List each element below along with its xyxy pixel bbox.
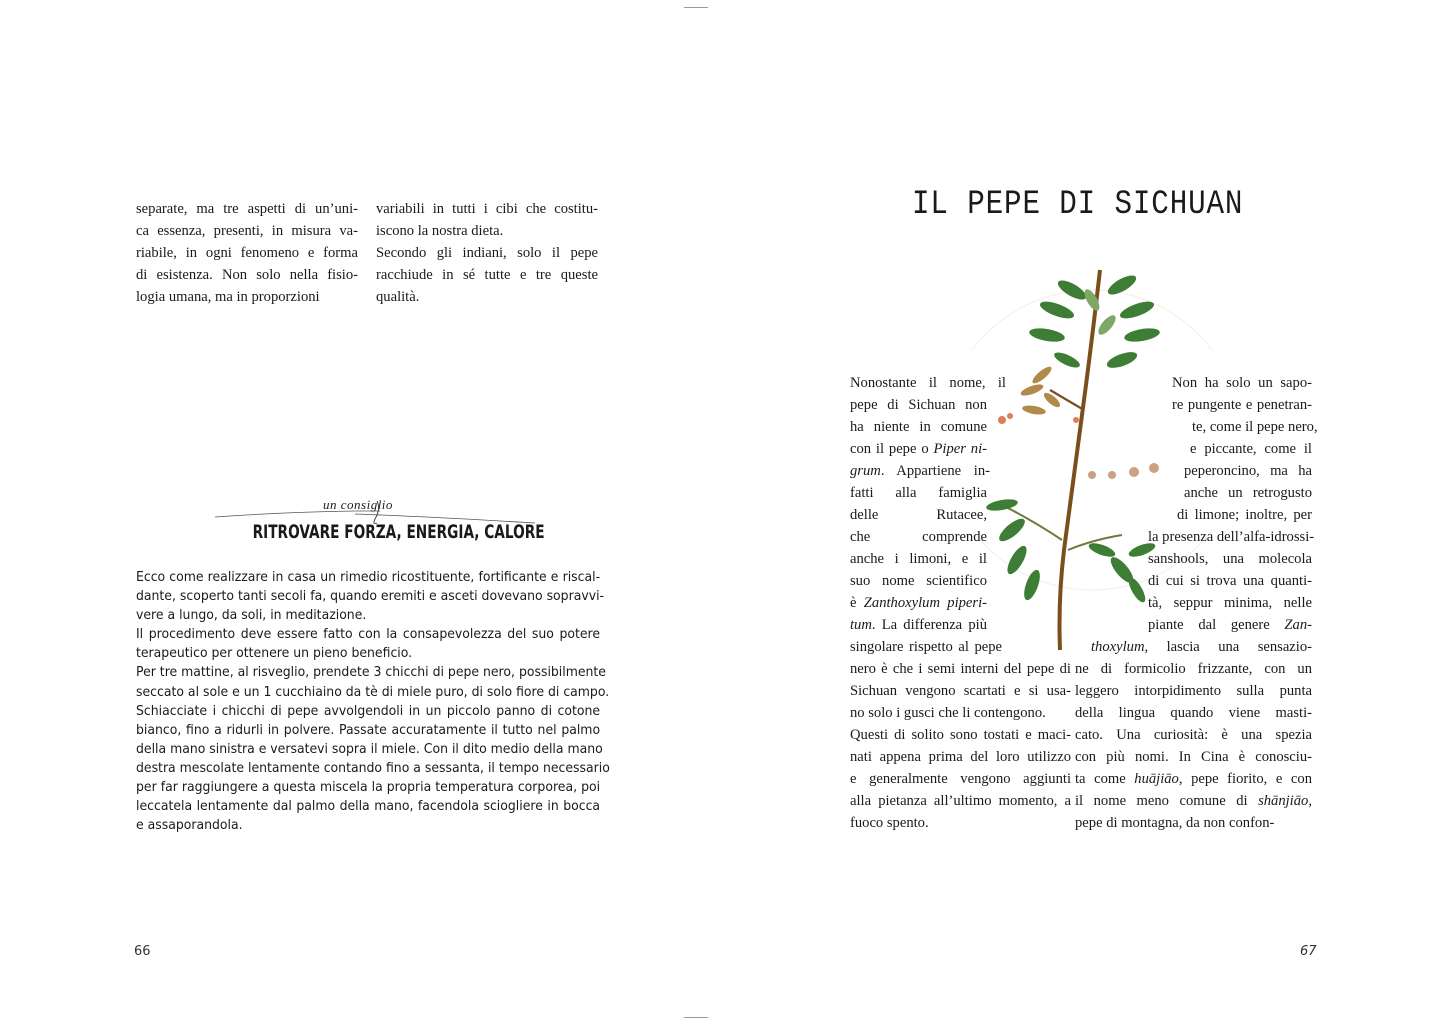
- italic-term: grum: [850, 463, 881, 479]
- text-line: cato. Una curiosità: è una spezia: [1075, 727, 1312, 743]
- text-line: nati appena prima del loro utilizzo: [850, 749, 1071, 765]
- text-line: sanshools, una molecola: [1148, 551, 1312, 567]
- text-line: vere a lungo, da soli, in meditazione.: [136, 608, 367, 624]
- text-line: della mano sinistra e versatevi sopra il miele. Con il dito medio della mano: [136, 741, 603, 757]
- chapter-title: IL PEPE DI SICHUAN: [912, 186, 1244, 224]
- right-page: [722, 0, 1445, 1021]
- text-line: tà, seppur minima, nelle: [1148, 595, 1312, 611]
- text-line: Il procedimento deve essere fatto con la consapevolezza del suo potere: [136, 627, 601, 643]
- text-line: con più nomi. In Cina è conosciu-: [1075, 749, 1312, 765]
- text-line: Nonostante il nome, il: [850, 375, 1006, 391]
- text-line: Ecco come realizzare in casa un rimedio ricostituente, fortificante e riscal-: [136, 570, 601, 585]
- text-line: logia umana, ma in proporzioni: [136, 289, 320, 305]
- text-line: Secondo gli indiani, solo il pepe: [376, 245, 598, 261]
- text-line: seccato al sole e un 1 cucchiaino da tè di miele puro, di solo fiore di campo.: [136, 684, 610, 700]
- text-line: bianco, fino a ridurli in polvere. Passate accuratamente il tutto nel palmo: [136, 722, 601, 738]
- text-line: leccatela lentamente dal palmo della mano, facendola sciogliere in bocca: [136, 799, 601, 815]
- body-column-left: [850, 372, 1071, 834]
- tip-kicker: un consiglio: [323, 497, 393, 512]
- text-line: anche i limoni, e il: [850, 551, 987, 567]
- text-line: qualità.: [376, 289, 420, 305]
- text-line: che comprende: [850, 529, 987, 545]
- tip-title: RITROVARE FORZA, ENERGIA, CALORE: [252, 521, 545, 543]
- text-line: pepe di Sichuan non: [850, 397, 987, 413]
- text-line: Per tre mattine, al risveglio, prendete 3 chicchi di pepe nero, possibilmente: [136, 665, 606, 681]
- text-line: Schiacciate i chicchi di pepe avvolgendoli in un piccolo panno di cotone: [136, 703, 601, 719]
- text-line: delle Rutacee,: [850, 507, 987, 523]
- text-line: ha niente in comune: [850, 419, 987, 435]
- italic-term: Piper ni-: [933, 441, 987, 457]
- text-line: fuoco spento.: [850, 815, 929, 831]
- text-line: suo nome scientifico: [850, 573, 987, 589]
- text-line: singolare rispetto al pepe: [850, 639, 1002, 655]
- text-line: di cui si trova una quanti-: [1148, 573, 1312, 589]
- text-line: alla pietanza all’ultimo momento, a: [850, 793, 1071, 809]
- intro-column-2: [376, 198, 598, 308]
- text-line: la presenza dell’alfa-idrossi-: [1148, 529, 1315, 545]
- text-line: ca essenza, presenti, in misura va-: [136, 223, 358, 239]
- text-line: racchiude in sé tutte e tre queste: [376, 267, 598, 283]
- text-line: fatti alla famiglia: [850, 485, 987, 501]
- text-line: nero è che i semi interni del pepe di: [850, 661, 1071, 677]
- intro-column-1: [136, 198, 358, 308]
- text-line: di limone; inoltre, per: [1177, 507, 1312, 523]
- text-line: e generalmente vengono aggiunti: [850, 771, 1071, 787]
- text-line: variabili in tutti i cibi che costitu-: [376, 201, 598, 217]
- text-line: è Zanthoxylum piperi-: [850, 595, 987, 611]
- text-line: destra mescolate lentamente contando fino a sessanta, il tempo necessario: [136, 760, 610, 776]
- text-line: Questi di solito sono tostati e maci-: [850, 727, 1071, 743]
- text-line: peperoncino, ma ha: [1184, 463, 1312, 479]
- italic-term: tum: [850, 617, 872, 633]
- text-line: terapeutico per ottenere un pieno beneficio.: [136, 646, 413, 662]
- body-column-right: [1075, 372, 1318, 834]
- text-line: dante, scoperto tanti secoli fa, quando eremiti e asceti dovevano sopravvi-: [136, 589, 605, 605]
- italic-term: Zanthoxylum piperi-: [863, 595, 987, 611]
- text-line: leggero intorpidimento sulla punta: [1075, 683, 1312, 699]
- text-line: anche un retrogusto: [1184, 485, 1312, 501]
- text-line: con il pepe o Piper ni-: [850, 441, 987, 457]
- text-line: iscono la nostra dieta.: [376, 223, 504, 239]
- italic-term: thoxylum: [1091, 639, 1145, 655]
- text-line: re pungente e penetran-: [1172, 397, 1312, 413]
- text-line: tum. La differenza più: [850, 617, 987, 633]
- italic-term: shānjiāo: [1258, 793, 1309, 809]
- tip-box-header: [205, 495, 545, 555]
- text-line: thoxylum, lascia una sensazio-: [1091, 639, 1312, 655]
- tip-body: [136, 568, 610, 835]
- text-line: Non ha solo un sapo-: [1172, 375, 1312, 391]
- page-number-right: 67: [1300, 944, 1317, 959]
- text-line: per far raggiungere a questa miscela la propria temperatura corporea, poi: [136, 780, 601, 796]
- text-line: e piccante, come il: [1190, 441, 1312, 457]
- text-line: piante dal genere Zan-: [1148, 617, 1312, 633]
- text-line: separate, ma tre aspetti di un’uni-: [136, 201, 358, 217]
- text-line: e assaporandola.: [136, 818, 243, 834]
- text-line: riabile, in ogni fenomeno e forma: [136, 245, 358, 261]
- page-number-left: 66: [134, 944, 151, 959]
- left-page: [0, 0, 722, 1021]
- text-line: no solo i gusci che li contengono.: [850, 705, 1046, 721]
- text-line: ta come huājiāo, pepe fiorito, e con: [1075, 771, 1312, 787]
- text-line: della lingua quando viene masti-: [1075, 705, 1312, 721]
- text-line: grum. Appartiene in-: [850, 463, 990, 479]
- italic-term: Zan-: [1284, 617, 1312, 633]
- text-line: te, come il pepe nero,: [1192, 419, 1318, 435]
- text-line: di esistenza. Non solo nella fisio-: [136, 267, 358, 283]
- italic-term: huājiāo: [1134, 771, 1179, 787]
- text-line: pepe di montagna, da non confon-: [1075, 815, 1275, 831]
- text-line: Sichuan vengono scartati e si usa-: [850, 683, 1071, 699]
- text-line: ne di formicolio frizzante, con un: [1075, 661, 1312, 677]
- text-line: il nome meno comune di shānjiāo,: [1075, 793, 1312, 809]
